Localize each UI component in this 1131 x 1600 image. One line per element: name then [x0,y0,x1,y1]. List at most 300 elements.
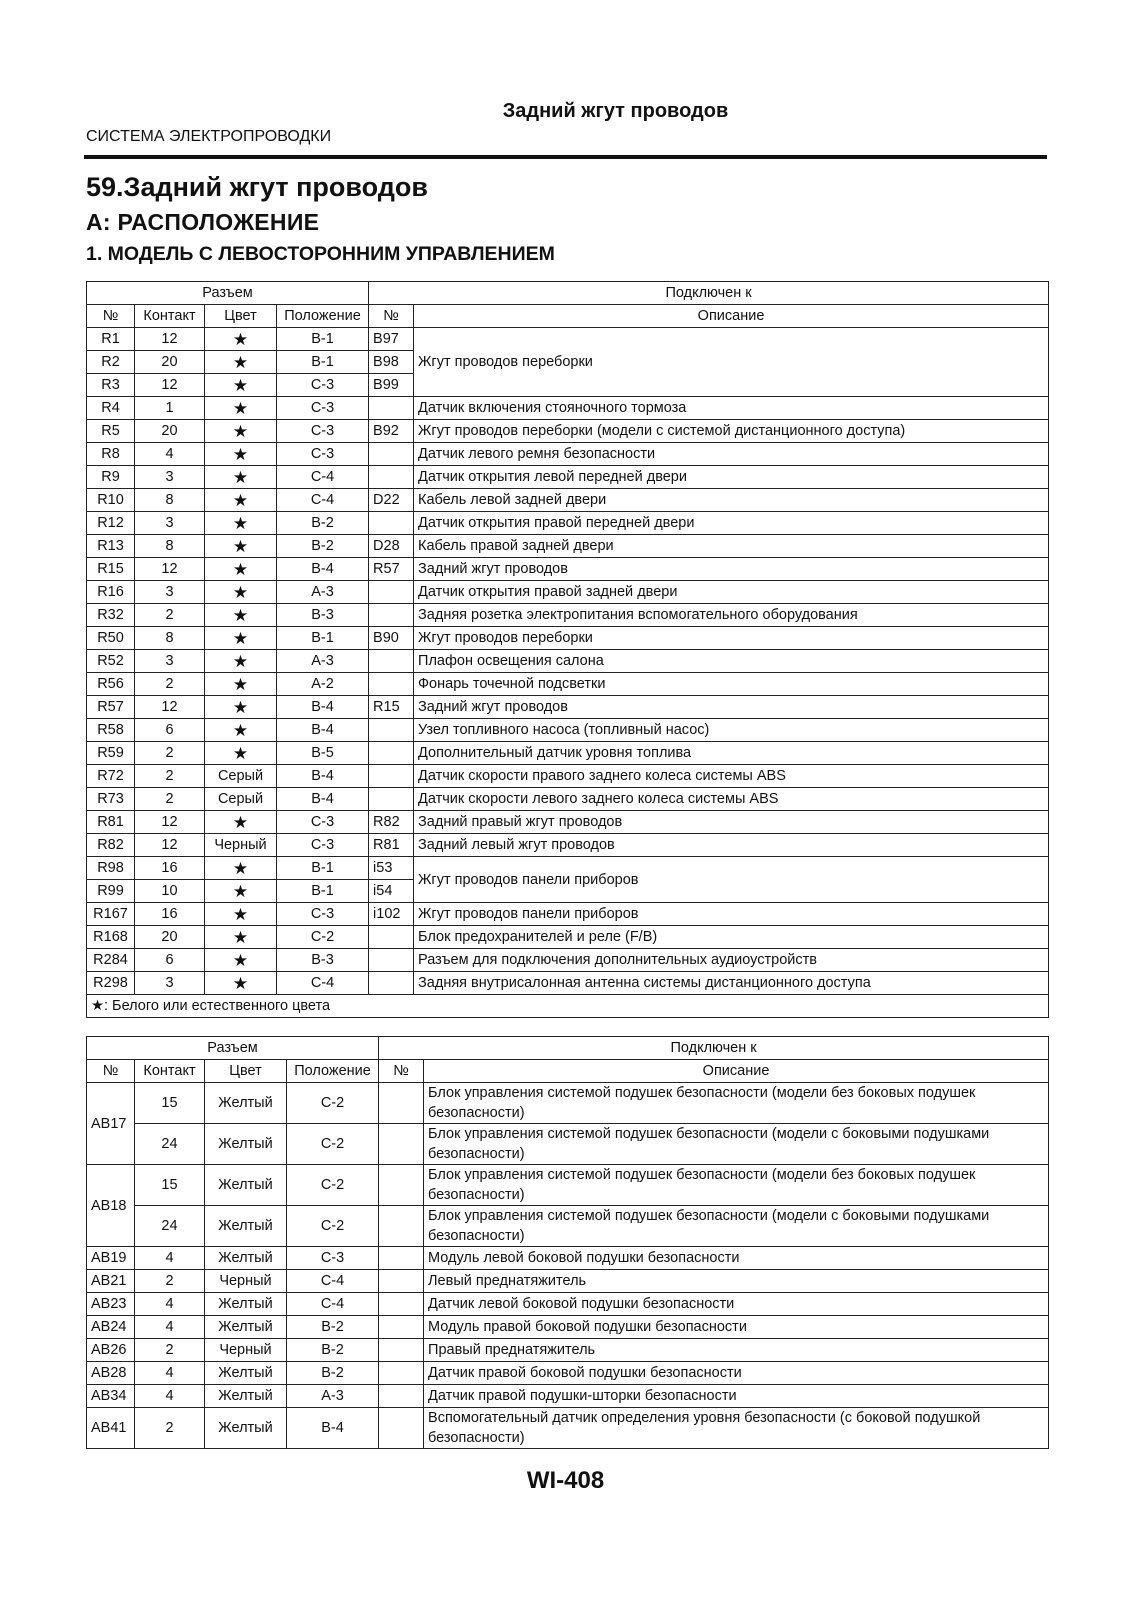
connector-no: AB26 [87,1339,135,1362]
connector-no: R73 [87,788,135,811]
connector-no: R4 [87,397,135,420]
pin-count: 15 [135,1083,205,1124]
table-row [87,1165,1049,1206]
mating-connector-no [369,650,414,673]
connector-position: C-2 [287,1206,379,1247]
white-star-color-icon: ★ [205,857,277,880]
white-star-color-icon: ★ [205,374,277,397]
connector-color: Желтый [205,1385,287,1408]
table-row [87,420,1049,443]
connector-position: B-2 [287,1339,379,1362]
pin-count: 12 [135,558,205,581]
header-pin: Контакт [135,305,205,328]
connector-no: R52 [87,650,135,673]
pin-count: 4 [135,443,205,466]
connector-position: B-5 [277,742,369,765]
connector-color: Черный [205,1270,287,1293]
mating-connector-no [369,926,414,949]
connector-no: R3 [87,374,135,397]
header-position: Положение [277,305,369,328]
table-row [87,397,1049,420]
connector-color: Серый [205,788,277,811]
white-star-color-icon: ★ [205,512,277,535]
pin-count: 6 [135,949,205,972]
white-star-color-icon: ★ [205,328,277,351]
description: Разъем для подключения дополнительных аудиоустройств [414,949,1049,972]
table-row [87,742,1049,765]
table-row [87,1385,1049,1408]
description: Левый преднатяжитель [424,1270,1049,1293]
table-row [87,1206,1049,1247]
table-row [87,1083,1049,1124]
description: Блок управления системой подушек безопасности (модели с боковыми подушками безопасности) [424,1124,1049,1165]
pin-count: 16 [135,857,205,880]
header-description: Описание [424,1060,1049,1083]
mating-connector-no [369,581,414,604]
connector-position: B-1 [277,627,369,650]
mating-connector-no: B99 [369,374,414,397]
connector-position: B-1 [277,328,369,351]
connector-position: C-3 [277,397,369,420]
connector-position: C-3 [277,903,369,926]
mating-connector-no: B97 [369,328,414,351]
description: Датчик левого ремня безопасности [414,443,1049,466]
table-row [87,972,1049,995]
table-row [87,650,1049,673]
pin-count: 2 [135,1408,205,1449]
connector-position: C-3 [277,374,369,397]
connector-position: B-4 [277,788,369,811]
connector-no: R98 [87,857,135,880]
white-star-color-icon: ★ [205,949,277,972]
connector-no: AB21 [87,1270,135,1293]
connector-position: B-2 [287,1316,379,1339]
connector-position: C-3 [277,443,369,466]
description: Модуль левой боковой подушки безопасности [424,1247,1049,1270]
description: Плафон освещения салона [414,650,1049,673]
connector-color: Желтый [205,1408,287,1449]
connector-no: AB19 [87,1247,135,1270]
connector-no: R5 [87,420,135,443]
connector-no: AB28 [87,1362,135,1385]
description: Датчик скорости левого заднего колеса системы ABS [414,788,1049,811]
table-row [87,489,1049,512]
description: Жгут проводов переборки (модели с системой дистанционного доступа) [414,420,1049,443]
pin-count: 12 [135,374,205,397]
pin-count: 4 [135,1247,205,1270]
mating-connector-no: B98 [369,351,414,374]
pin-count: 4 [135,1362,205,1385]
mating-connector-no [369,788,414,811]
mating-connector-no [379,1247,424,1270]
description: Жгут проводов переборки [414,627,1049,650]
white-star-color-icon: ★ [205,535,277,558]
mating-connector-no [379,1362,424,1385]
pin-count: 3 [135,512,205,535]
white-star-color-icon: ★ [205,397,277,420]
connector-no: R9 [87,466,135,489]
connector-position: C-4 [277,489,369,512]
pin-count: 6 [135,719,205,742]
white-star-color-icon: ★ [205,420,277,443]
connector-position: B-4 [277,719,369,742]
white-star-color-icon: ★ [205,650,277,673]
mating-connector-no [379,1165,424,1206]
pin-count: 2 [135,742,205,765]
pin-count: 2 [135,1270,205,1293]
connector-position: A-2 [277,673,369,696]
header-connector: Разъем [87,1037,379,1060]
connector-color: Желтый [205,1362,287,1385]
description: Датчик включения стояночного тормоза [414,397,1049,420]
connector-no: R81 [87,811,135,834]
pin-count: 12 [135,834,205,857]
white-star-color-icon: ★ [205,351,277,374]
description: Модуль правой боковой подушки безопасности [424,1316,1049,1339]
table-row [87,1362,1049,1385]
connector-position: A-3 [277,650,369,673]
connector-position: B-4 [277,558,369,581]
connector-position: B-1 [277,857,369,880]
connector-no: R1 [87,328,135,351]
connector-position: B-2 [287,1362,379,1385]
header-description: Описание [414,305,1049,328]
header-pin: Контакт [135,1060,205,1083]
connector-position: C-4 [277,972,369,995]
connector-table-2 [86,1036,1049,1449]
pin-count: 24 [135,1124,205,1165]
pin-count: 1 [135,397,205,420]
table-row [87,627,1049,650]
color-footnote: ★: Белого или естественного цвета [87,995,1049,1018]
section-heading: A: РАСПОЛОЖЕНИЕ [86,209,320,235]
description: Датчик открытия правой передней двери [414,512,1049,535]
running-header-title: Задний жгут проводов [502,100,729,122]
connector-no: AB34 [87,1385,135,1408]
connector-no: R10 [87,489,135,512]
pin-count: 20 [135,351,205,374]
connector-position: C-4 [287,1270,379,1293]
connector-table-1 [86,281,1049,1018]
header-connected-to: Подключен к [369,282,1049,305]
connector-position: C-2 [277,926,369,949]
mating-connector-no: D28 [369,535,414,558]
connector-no: R12 [87,512,135,535]
table-row [87,604,1049,627]
table-row [87,1408,1049,1449]
white-star-color-icon: ★ [205,811,277,834]
connector-no: R298 [87,972,135,995]
white-star-color-icon: ★ [205,581,277,604]
description: Блок управления системой подушек безопасности (модели без боковых подушек безопасности) [424,1083,1049,1124]
connector-position: B-1 [277,351,369,374]
header-connector: Разъем [87,282,369,305]
description: Датчик правой подушки-шторки безопасности [424,1385,1049,1408]
description: Жгут проводов панели приборов [414,903,1049,926]
pin-count: 2 [135,765,205,788]
mating-connector-no [369,512,414,535]
connector-no: R2 [87,351,135,374]
mating-connector-no [369,719,414,742]
connector-no: R82 [87,834,135,857]
description: Датчик правой боковой подушки безопасности [424,1362,1049,1385]
connector-position: B-1 [277,880,369,903]
mating-connector-no [369,673,414,696]
connector-no: R284 [87,949,135,972]
chapter-heading: 59.Задний жгут проводов [86,172,428,202]
pin-count: 4 [135,1316,205,1339]
mating-connector-no: B90 [369,627,414,650]
mating-connector-no: i53 [369,857,414,880]
table-row [87,1270,1049,1293]
connector-position: C-3 [287,1247,379,1270]
table-row [87,1316,1049,1339]
mating-connector-no [369,949,414,972]
white-star-color-icon: ★ [205,489,277,512]
connector-no: R50 [87,627,135,650]
header-no: № [87,1060,135,1083]
connector-position: A-3 [287,1385,379,1408]
connector-color: Желтый [205,1293,287,1316]
table-row [87,857,1049,880]
pin-count: 8 [135,535,205,558]
connector-color: Серый [205,765,277,788]
connector-no: AB18 [87,1165,135,1247]
white-star-color-icon: ★ [205,926,277,949]
description: Жгут проводов переборки [414,328,1049,397]
header-color: Цвет [205,305,277,328]
table-row [87,926,1049,949]
mating-connector-no [379,1206,424,1247]
description: Задний жгут проводов [414,558,1049,581]
connector-no: R56 [87,673,135,696]
description: Узел топливного насоса (топливный насос) [414,719,1049,742]
description: Задняя внутрисалонная антенна системы дистанционного доступа [414,972,1049,995]
table-row [87,673,1049,696]
table-row [87,1247,1049,1270]
mating-connector-no: B92 [369,420,414,443]
pin-count: 2 [135,673,205,696]
table-row [87,558,1049,581]
connector-no: R59 [87,742,135,765]
header-rule [84,155,1047,159]
connector-color: Желтый [205,1083,287,1124]
description: Датчик скорости правого заднего колеса системы ABS [414,765,1049,788]
connector-no: AB41 [87,1408,135,1449]
table-row [87,466,1049,489]
connector-no: R32 [87,604,135,627]
description: Кабель правой задней двери [414,535,1049,558]
pin-count: 12 [135,328,205,351]
table-row [87,696,1049,719]
mating-connector-no: D22 [369,489,414,512]
table-row [87,581,1049,604]
description: Датчик открытия левой передней двери [414,466,1049,489]
connector-color: Желтый [205,1206,287,1247]
mating-connector-no [379,1408,424,1449]
pin-count: 2 [135,604,205,627]
pin-count: 8 [135,489,205,512]
mating-connector-no [369,443,414,466]
connector-no: R13 [87,535,135,558]
connector-no: R8 [87,443,135,466]
mating-connector-no [369,397,414,420]
connector-position: C-3 [277,811,369,834]
table-row [87,512,1049,535]
mating-connector-no [379,1270,424,1293]
white-star-color-icon: ★ [205,696,277,719]
description: Жгут проводов панели приборов [414,857,1049,903]
white-star-color-icon: ★ [205,466,277,489]
header-no-2: № [369,305,414,328]
pin-count: 12 [135,811,205,834]
connector-no: R99 [87,880,135,903]
description: Датчик открытия правой задней двери [414,581,1049,604]
mating-connector-no: i54 [369,880,414,903]
pin-count: 15 [135,1165,205,1206]
table-row [87,535,1049,558]
page-number: WI-408 [526,1467,605,1494]
table-row [87,328,1049,351]
pin-count: 3 [135,581,205,604]
description: Фонарь точечной подсветки [414,673,1049,696]
mating-connector-no [369,604,414,627]
connector-no: AB24 [87,1316,135,1339]
table-row [87,834,1049,857]
table-row [87,1339,1049,1362]
pin-count: 10 [135,880,205,903]
connector-position: C-2 [287,1083,379,1124]
description: Задняя розетка электропитания вспомогательного оборудования [414,604,1049,627]
connector-no: R15 [87,558,135,581]
white-star-color-icon: ★ [205,719,277,742]
mating-connector-no: R57 [369,558,414,581]
connector-position: C-2 [287,1124,379,1165]
connector-position: B-3 [277,949,369,972]
table-row [87,949,1049,972]
white-star-color-icon: ★ [205,903,277,926]
connector-color: Черный [205,834,277,857]
mating-connector-no [379,1124,424,1165]
description: Вспомогательный датчик определения уровня безопасности (с боковой подушкой безопасности) [424,1408,1049,1449]
description: Дополнительный датчик уровня топлива [414,742,1049,765]
pin-count: 3 [135,972,205,995]
subsection-heading: 1. МОДЕЛЬ С ЛЕВОСТОРОННИМ УПРАВЛЕНИЕМ [86,243,555,265]
connector-color: Желтый [205,1247,287,1270]
pin-count: 2 [135,1339,205,1362]
connector-position: C-4 [277,466,369,489]
connector-position: B-2 [277,535,369,558]
white-star-color-icon: ★ [205,604,277,627]
mating-connector-no [369,466,414,489]
description: Датчик левой боковой подушки безопасности [424,1293,1049,1316]
description: Задний левый жгут проводов [414,834,1049,857]
mating-connector-no [379,1083,424,1124]
pin-count: 20 [135,420,205,443]
description: Блок управления системой подушек безопасности (модели без боковых подушек безопасности) [424,1165,1049,1206]
header-position: Положение [287,1060,379,1083]
table-row [87,1293,1049,1316]
pin-count: 16 [135,903,205,926]
white-star-color-icon: ★ [205,972,277,995]
table-row [87,903,1049,926]
white-star-color-icon: ★ [205,443,277,466]
connector-color: Желтый [205,1124,287,1165]
pin-count: 3 [135,466,205,489]
pin-count: 3 [135,650,205,673]
pin-count: 4 [135,1385,205,1408]
header-no-2: № [379,1060,424,1083]
white-star-color-icon: ★ [205,627,277,650]
connector-color: Желтый [205,1316,287,1339]
connector-no: R168 [87,926,135,949]
mating-connector-no [369,742,414,765]
mating-connector-no [369,972,414,995]
header-connected-to: Подключен к [379,1037,1049,1060]
mating-connector-no [369,765,414,788]
pin-count: 24 [135,1206,205,1247]
white-star-color-icon: ★ [205,558,277,581]
mating-connector-no [379,1339,424,1362]
description: Блок предохранителей и реле (F/B) [414,926,1049,949]
table-row [87,443,1049,466]
connector-no: R16 [87,581,135,604]
connector-position: C-3 [277,420,369,443]
table-row [87,765,1049,788]
mating-connector-no [379,1385,424,1408]
connector-color: Черный [205,1339,287,1362]
pin-count: 12 [135,696,205,719]
connector-position: A-3 [277,581,369,604]
connector-position: B-2 [277,512,369,535]
connector-no: R72 [87,765,135,788]
connector-position: B-4 [277,765,369,788]
connector-position: C-3 [277,834,369,857]
connector-position: C-4 [287,1293,379,1316]
white-star-color-icon: ★ [205,880,277,903]
description: Кабель левой задней двери [414,489,1049,512]
pin-count: 20 [135,926,205,949]
mating-connector-no [379,1316,424,1339]
pin-count: 8 [135,627,205,650]
connector-no: AB23 [87,1293,135,1316]
mating-connector-no [379,1293,424,1316]
connector-color: Желтый [205,1165,287,1206]
description: Задний жгут проводов [414,696,1049,719]
running-header-section: СИСТЕМА ЭЛЕКТРОПРОВОДКИ [86,128,332,145]
mating-connector-no: R82 [369,811,414,834]
connector-no: R57 [87,696,135,719]
connector-no: R58 [87,719,135,742]
table-row [87,1124,1049,1165]
table-row [87,811,1049,834]
white-star-color-icon: ★ [205,742,277,765]
description: Задний правый жгут проводов [414,811,1049,834]
table-row [87,788,1049,811]
mating-connector-no: R81 [369,834,414,857]
description: Блок управления системой подушек безопасности (модели с боковыми подушками безопасности) [424,1206,1049,1247]
mating-connector-no: i102 [369,903,414,926]
header-no: № [87,305,135,328]
mating-connector-no: R15 [369,696,414,719]
white-star-color-icon: ★ [205,673,277,696]
description: Правый преднатяжитель [424,1339,1049,1362]
connector-position: B-3 [277,604,369,627]
connector-position: B-4 [287,1408,379,1449]
pin-count: 2 [135,788,205,811]
connector-no: R167 [87,903,135,926]
header-color: Цвет [205,1060,287,1083]
